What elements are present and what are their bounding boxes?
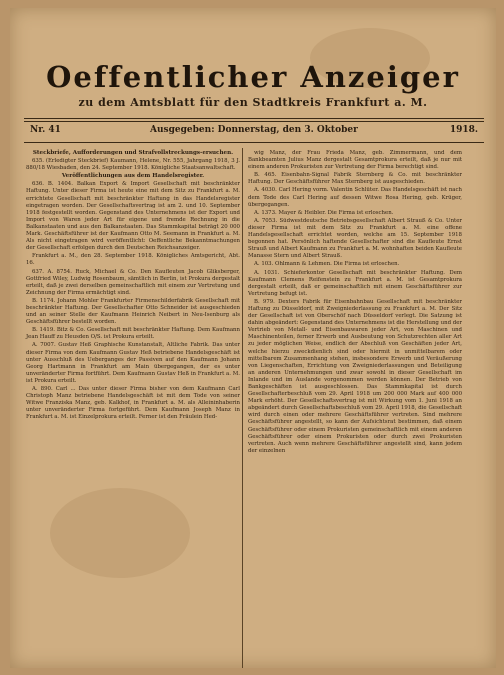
notice-paragraph: Frankfurt a. M., den 28. September 1918. Königliches Amtsgericht, Abt. 16. (26, 253, 240, 267)
notice-paragraph: 637. A. 8754. Ruck, Michael & Co. Den Kaufleuten Jacob Gliksberger, Gottfried Wiley, Ludwig Rosenbaum, sämtlich in Berlin, ist Prokura dergestalt erteilt, daß je zwei derselben gemeinschaftlich mit einem zur Vertretung und Zeichnung der Firma ermächtigt sind. (26, 268, 240, 296)
issue-line (30, 125, 478, 139)
notice-paragraph: A. 7007. Gustav Heß Graphische Kunstanstalt, Altliche Fabrik. Das unter dieser Firma von dem Kaufmann Gustav Heß betriebene Handelsgeschäft ist unter Ausschluß des Ueberganges der Passiven auf den Kaufmann Johann Georg Hartmann in Frankfurt am Main übergegangen, der es unter unveränderter Firma fortführt. Dem Kaufmann Gustav Heß in Frankfurt a. M. ist Prokura erteilt. (26, 342, 240, 384)
newspaper-page (10, 8, 496, 668)
notice-paragraph: A. 7053. Südwestdeutsche Betriebsgesellschaft Albert Strauß & Co. Unter dieser Firma ist mit dem Sitz zu Frankfurt a. M. eine offene Handelsgesellschaft errichtet worden, welche am 15. September 1918 begonnen hat. Persönlich haftende Gesellschafter sind die Kaufleute Ernst Strauß und Albert Kaufmann zu Frankfurt a. M. wohnhaften beiden Kaufleute Manasse Stern und Albert Strauß. (248, 217, 462, 260)
masthead-subtitle: zu dem Amtsblatt für den Stadtkreis Frankfurt a. M. (78, 96, 428, 109)
notice-paragraph: 636. B. 1404. Balkan Export & Import Gesellschaft mit beschränkter Haftung. Unter dieser Firma ist heute eine mit dem Sitz zu Frankfurt a. M. errichtete Gesellschaft mit beschränkter Haftung in das Handelsregister eingetragen worden. Der Gesellschaftsvertrag ist am 2. und 10. September 1918 festgestellt worden. Gegenstand des Unternehmens ist der Export und Import von Waren jeder Art für eigene und fremde Rechnung in die Balkanstaaten und aus den Balkanstaaten. Das Stammkapital beträgt 20 000 Mark. Geschäftsführer ist der Kaufmann Otto M. Seemann in Frankfurt a. M. Als nicht eingetragen wird veröffentlicht: Oeffentliche Bekanntmachungen der Gesellschaft erfolgen durch den Deutschen Reichsanzeiger. (26, 181, 240, 252)
issue-date: Ausgegeben: Donnerstag, den 3. Oktober (150, 125, 358, 135)
notice-paragraph: B. 979. Dexters Fabrik für Eisenbahnbau Gesellschaft mit beschränkter Haftung zu Düsseldorf, mit Zweigniederlassung zu Frankfurt a. M. Der Sitz der Gesellschaft ist von Oberschöf nach Düsseldorf verlegt. Die Satzung ist dahin abgeändert: Gegenstand des Unternehmens ist die Herstellung und der Vertrieb von Metall- und Eisenbauwaren jeder Art, von Maschinen und Maschinenteilen, ferner Erwerb und Ausbeutung von Schutzrechten aller Art zu jeder möglichen Weise, endlich der Abschluß von Geschäften jeder Art, welche hierzu zweckdienlich sind oder hiermit in unmittelbarem oder mittelbarem Zusammenhang stehen, insbesondere Erwerb und Veräußerung von Liegenschaften, Errichtung von Zweigniederlassungen und Beteiligung an anderen Unternehmungen und zwar sowohl in dieser Gesellschaft im Inlande und im Auslande vorgenommen werden können. Der Betrieb von Bankgeschäften ist ausgeschlossen. Das Stammkapital ist durch Gesellschafterbeschluß vom 29. April 1918 um 200 000 Mark auf 400 000 Mark erhöht. Der Gesellschaftsvertrag ist mit Wirkung vom 1. Juni 1918 an abgeändert durch Gesellschaftsbeschluß vom 29. April 1918, die Gesellschaft wird durch einen oder mehrere Geschäftsführer vertreten. Sind mehrere Geschäftsführer angestellt, so kann der Aufsichtsrat bestimmen, daß einem Geschäftsführer oder einem Prokuristen gemeinschaftlich mit einem anderen Geschäftsführer oder einem Prokuristen oder durch zwei Prokuristen vertreten. Auch wenn mehrere Geschäftsführer angestellt sind, kann jedem der einzelnen (248, 298, 462, 454)
column-divider (242, 148, 243, 668)
paper-stain (50, 488, 190, 578)
issue-number: Nr. 41 (30, 125, 61, 135)
notice-paragraph: 635. (Erledigter Steckbrief) Kaumann, Helene, Nr. 555, Jahrgang 1918, 3 J. 880/18 Wiesbaden, den 24. September 1918. Königliche Staatsanwaltschaft. (26, 158, 240, 172)
notice-paragraph: A. 1031. Schieferkontor Gesellschaft mit beschränkter Haftung. Dem Kaufmann Clemens Reifenstein zu Frankfurt a. M. ist Gesamtprokura dergestalt erteilt, daß er gemeinschaftlich mit einem Geschäftsführer zur Vertretung befugt ist. (248, 269, 462, 297)
notice-paragraph: B. 465. Eisenbahn-Signal Fabrik Sternberg & Co. mit beschränkter Haftung. Der Geschäftsführer Max Sternberg ist ausgeschieden. (248, 172, 462, 186)
notice-paragraph: A. 890. Carl ... Das unter dieser Firma bisher von dem Kaufmann Carl Christoph Manz betriebene Handelsgeschäft ist mit dem Tode von seiner Witwe Franziska Manz, geb. Kalkhof, in Frankfurt a. M. als Alleininhaberin unter unveränderter Firma fortgeführt. Dem Kaufmann Joseph Manz in Frankfurt a. M. ist Einzelprokura erteilt. Ferner ist den Fräulein Hed- (26, 386, 240, 421)
left-column (26, 150, 240, 422)
notice-paragraph: B. 1419. Bitz & Co. Gesellschaft mit beschränkter Haftung. Dem Kaufmann Jean Hauff zu Heusden O/S. ist Prokura erteilt. (26, 327, 240, 341)
header-rule-bottom (24, 142, 484, 143)
issue-year: 1918. (449, 125, 478, 135)
notice-paragraph: A. 4030. Carl Hering vorm. Valentin Schlüter. Das Handelsgeschäft ist nach dem Tode des Carl Hering auf dessen Witwe Rosa Hering, geb. Krüger, übergegangen. (248, 187, 462, 208)
section-heading: Steckbriefe, Aufforderungen und Strafvollstreckungs-ersuchen. (32, 150, 234, 156)
notice-paragraph: wig Manz, der Frau Frieda Manz, geb. Zimmermann, und dem Bankbeamten Julius Manz dergestalt Gesamtprokura erteilt, daß je nur mit einem anderen Prokuristen zur Vertretung der Firma berechtigt sind. (248, 150, 462, 171)
right-column (248, 150, 462, 456)
notice-paragraph: B. 1174. Johann Mohler Frankfurter Firmenschilderfabrik Gesellschaft mit beschränkter Haftung. Der Gesellschafter Otto Schneider ist ausgeschieden und an seiner Stelle der Kaufmann Heinrich Neibert in Neu-Isenburg als Geschäftsführer bestellt worden. (26, 297, 240, 326)
header-rule-top (24, 118, 484, 119)
notice-paragraph: A. 103. Ohlmann & Lehmen. Die Firma ist erloschen. (254, 261, 400, 268)
header-rule-top-double (24, 121, 484, 122)
notice-paragraph: A. 1373. Mayer & Heibler. Die Firma ist erloschen. (254, 209, 394, 216)
masthead-title: Oeffentlicher Anzeiger (46, 60, 460, 94)
section-heading: Veröffentlichungen aus dem Handelsregister. (61, 173, 205, 180)
